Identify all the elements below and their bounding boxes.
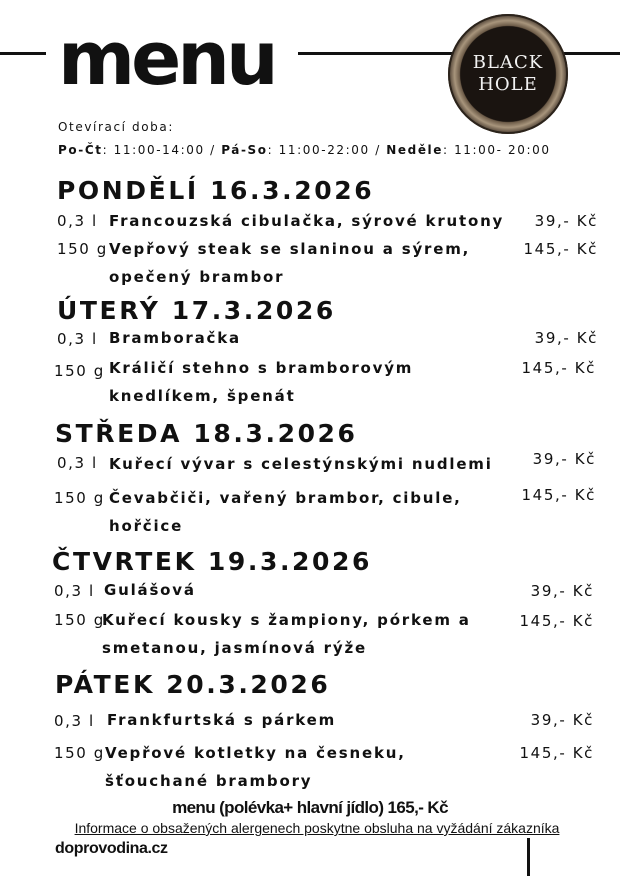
logo-line-1: BLACK xyxy=(472,52,544,73)
item-qty: 150 g xyxy=(54,362,105,380)
item-dish: Vepřový steak se slaninou a sýrem, xyxy=(109,240,471,258)
item-dish: Frankfurtská s párkem xyxy=(107,711,337,729)
item-dish: Vepřové kotletky na česneku, xyxy=(105,744,406,762)
header-rule-left xyxy=(0,52,46,55)
day-heading-tuesday: ÚTERÝ 17.3.2026 xyxy=(57,296,336,325)
item-price: 39,- Kč xyxy=(534,329,598,347)
item-qty: 150 g xyxy=(54,489,105,507)
opening-hours-line xyxy=(58,143,551,157)
item-price: 145,- Kč xyxy=(521,486,596,504)
hours-days-1: Po-Čt xyxy=(58,143,103,157)
hours-days-3: Neděle xyxy=(386,143,444,157)
day-heading-thursday: ČTVRTEK 19.3.2026 xyxy=(52,547,373,576)
item-price: 39,- Kč xyxy=(534,212,598,230)
item-price: 145,- Kč xyxy=(519,744,594,762)
item-dish: Králičí stehno s bramborovým xyxy=(109,359,414,377)
item-dish-continued: smetanou, jasmínová rýže xyxy=(102,639,367,657)
item-qty: 0,3 l xyxy=(57,454,98,472)
item-qty: 0,3 l xyxy=(54,582,95,600)
hours-time-1: : 11:00-14:00 / xyxy=(102,143,222,157)
item-qty: 0,3 l xyxy=(57,212,98,230)
opening-hours-label: Otevírací doba: xyxy=(58,120,174,134)
item-qty: 150 g xyxy=(54,611,105,629)
hours-time-2: : 11:00-22:00 / xyxy=(267,143,387,157)
item-qty: 0,3 l xyxy=(54,712,95,730)
item-dish: Čevabčiči, vařený brambor, cibule, xyxy=(109,489,462,507)
black-hole-logo xyxy=(448,14,568,134)
item-qty: 150 g xyxy=(57,240,108,258)
allergen-notice: Informace o obsažených alergenech poskytne obsluha na vyžádání zákazníka xyxy=(74,820,560,836)
day-heading-wednesday: STŘEDA 18.3.2026 xyxy=(55,419,358,448)
item-price: 39,- Kč xyxy=(532,450,596,468)
item-qty: 150 g xyxy=(54,744,105,762)
item-dish-continued: opečený brambor xyxy=(109,268,285,286)
hours-time-3: : 11:00- 20:00 xyxy=(443,143,551,157)
item-price: 39,- Kč xyxy=(530,582,594,600)
item-qty: 0,3 l xyxy=(57,330,98,348)
item-dish: Gulášová xyxy=(104,581,196,599)
menu-offer-text: menu (polévka+ hlavní jídlo) 165,- Kč xyxy=(172,798,448,817)
item-price: 145,- Kč xyxy=(521,359,596,377)
day-heading-friday: PÁTEK 20.3.2026 xyxy=(55,670,331,699)
item-price: 39,- Kč xyxy=(530,711,594,729)
day-heading-monday: PONDĚLÍ 16.3.2026 xyxy=(57,176,375,205)
item-price: 145,- Kč xyxy=(519,612,594,630)
page-title: menu xyxy=(58,16,275,102)
hours-days-2: Pá-So xyxy=(221,143,268,157)
item-dish: Kuřecí kousky s žampiony, pórkem a xyxy=(102,611,471,629)
logo-line-2: HOLE xyxy=(478,74,538,95)
item-dish: Bramboračka xyxy=(109,329,241,347)
item-dish-continued: hořčice xyxy=(109,517,184,535)
item-dish: Kuřecí vývar s celestýnskými nudlemi xyxy=(109,455,493,473)
item-dish-continued: šťouchané brambory xyxy=(105,772,313,790)
website-label: doprovodina.cz xyxy=(55,840,168,857)
footer-divider xyxy=(527,838,530,876)
item-dish-continued: knedlíkem, špenát xyxy=(109,387,296,405)
item-dish: Francouzská cibulačka, sýrové krutony xyxy=(109,212,505,230)
item-price: 145,- Kč xyxy=(523,240,598,258)
